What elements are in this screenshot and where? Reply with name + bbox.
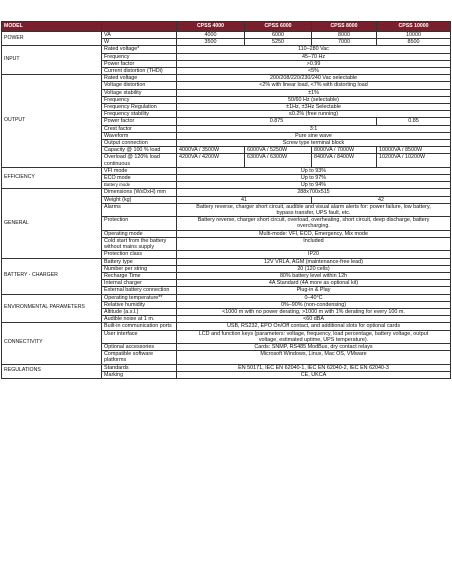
table-row	[2, 46, 451, 53]
value-cell: Up to 97%	[177, 175, 451, 182]
section-power: POWER	[2, 32, 102, 46]
value-cell: >0.99	[177, 60, 451, 67]
value-cell: 10000VA / 8500W	[377, 147, 451, 154]
value-cell: <60 dBA	[177, 316, 451, 323]
section-connectivity: CONNECTIVITY	[2, 323, 102, 364]
value-cell: 8500	[377, 39, 451, 46]
section-environmental: ENVIRONMENTAL PARAMETERS	[2, 294, 102, 323]
value-cell: <2% with linear load, <7% with distorting load	[177, 82, 451, 89]
value-cell: ±1Hz, ±3Hz Selectable	[177, 104, 451, 111]
value-cell: 8000	[312, 32, 377, 39]
value-cell: Battery reverse, charger short circuit, overload, overheating, short circuit, deep discharge, battery overcharging.	[177, 217, 451, 230]
param-label: Protection class	[102, 251, 177, 258]
header-model-4: CPSS 10000	[377, 22, 451, 32]
value-cell: 6000	[245, 32, 312, 39]
value-cell: 5250	[245, 39, 312, 46]
param-label: Number per string	[102, 265, 177, 272]
param-label: Dimensions (WxDxH) mm	[102, 189, 177, 196]
table-row	[2, 32, 451, 39]
table-row	[2, 323, 451, 330]
table-row	[2, 258, 451, 265]
value-cell: 6300VA / 6300W	[245, 154, 312, 167]
header-model: MODEL	[2, 22, 102, 32]
value-cell: 12V VRLA, AGM (maintenance-free lead)	[177, 258, 451, 265]
param-label: Frequency	[102, 96, 177, 103]
value-cell: Included	[177, 237, 451, 250]
value-cell: ≤0.2% (free running)	[177, 111, 451, 118]
value-cell: LCD and function keys (parameters: voltage, frequency, load percentage, battery voltage, output voltage, estimated uptime, UPS temperature).	[177, 330, 451, 343]
param-label: Overload @ 120% load continuous	[102, 154, 177, 167]
value-cell: Multi-mode: VFI, ECO, Emergency, Mix mode	[177, 230, 451, 237]
param-label: Standards	[102, 364, 177, 371]
specifications-table	[1, 21, 451, 379]
value-cell: 4000VA / 3500W	[177, 147, 245, 154]
value-cell: Battery reverse, charger short circuit, audible and visual alarm alerts for: power failure, low battery, bypass transfer, UPS fault, etc.	[177, 203, 451, 216]
value-cell: 0.875	[177, 118, 377, 125]
param-label: Output connection	[102, 140, 177, 147]
param-label: Rated voltage	[102, 75, 177, 82]
table-row	[2, 189, 451, 196]
value-cell: 8400VA / 8400W	[312, 154, 377, 167]
section-battery: BATTERY - CHARGER	[2, 258, 102, 294]
table-row	[2, 167, 451, 174]
value-cell: <5%	[177, 68, 451, 75]
param-label: Marking	[102, 371, 177, 378]
param-label: VFI mode	[102, 167, 177, 174]
header-model-3: CPSS 8000	[312, 22, 377, 32]
value-cell: USB, RS232, EPO On/Off contact, and additional slots for optional cards	[177, 323, 451, 330]
param-label: Optional accessories	[102, 343, 177, 350]
header-blank	[102, 22, 177, 32]
section-input: INPUT	[2, 46, 102, 75]
value-cell: 42	[312, 196, 451, 203]
param-label: Frequency stability	[102, 111, 177, 118]
param-label: Protection	[102, 217, 177, 230]
value-cell: <1000 m with no power derating, >1000 m with 1% derating for every 100 m.	[177, 308, 451, 315]
value-cell: Plug-in & Play	[177, 287, 451, 294]
value-cell: 200/208/220/230/240 Vac selectable	[177, 75, 451, 82]
param-label: Current distortion (THDi)	[102, 68, 177, 75]
param-label: Recharge Time	[102, 272, 177, 279]
value-cell: 7000	[312, 39, 377, 46]
param-label: Frequency	[102, 53, 177, 60]
value-cell: 110–280 Vac	[177, 46, 451, 53]
param-label: User interface	[102, 330, 177, 343]
value-cell: 3:1	[177, 125, 451, 132]
value-cell: 0–40°C	[177, 294, 451, 301]
value-cell: Up to 93%	[177, 167, 451, 174]
value-cell: 4A Standard (4A more as optional kit)	[177, 280, 451, 287]
param-label: Alarms	[102, 203, 177, 216]
param-label: Relative humidity	[102, 301, 177, 308]
value-cell: EN 50171, IEC EN 62040-1, IEC EN 62040-2, IEC EN 62040-3	[177, 364, 451, 371]
param-label: Crest factor	[102, 125, 177, 132]
param-label: Voltage stability	[102, 89, 177, 96]
value-cell: Pure sine wave	[177, 132, 451, 139]
value-cell: 41	[177, 196, 312, 203]
value-cell: 6000VA / 5250W	[245, 147, 312, 154]
param-label: W	[102, 39, 177, 46]
header-model-1: CPSS 4000	[177, 22, 245, 32]
section-efficiency: EFFICIENCY	[2, 167, 102, 189]
value-cell: 8000VA / 7000W	[312, 147, 377, 154]
param-label: Power factor	[102, 60, 177, 67]
value-cell: 288x700x515	[177, 189, 451, 196]
param-label: ECO mode	[102, 175, 177, 182]
section-output: OUTPUT	[2, 75, 102, 168]
param-label: Operating mode	[102, 230, 177, 237]
param-label: Weight (kg)	[102, 196, 177, 203]
param-label: Audible noise at 1 m.	[102, 316, 177, 323]
param-label: Compatible software platforms	[102, 351, 177, 364]
value-cell: ±1%	[177, 89, 451, 96]
param-label: Voltage distortion	[102, 82, 177, 89]
value-cell: CE, UKCA	[177, 371, 451, 378]
param-label: Rated voltage*	[102, 46, 177, 53]
param-label: Internal charger	[102, 280, 177, 287]
value-cell: 3500	[177, 39, 245, 46]
value-cell: IP20	[177, 251, 451, 258]
table-row	[2, 294, 451, 301]
param-label: Built-in communication ports	[102, 323, 177, 330]
value-cell: 0%–90% (non-condensing)	[177, 301, 451, 308]
header-model-2: CPSS 6000	[245, 22, 312, 32]
param-label: VA	[102, 32, 177, 39]
value-cell: 20 (120 cells)	[177, 265, 451, 272]
value-cell: Microsoft Windows, Linux, Mac OS, VMware	[177, 351, 451, 364]
param-label: Battery mode	[102, 182, 177, 189]
value-cell: 50/60 Hz (selectable)	[177, 96, 451, 103]
param-label: External battery connection	[102, 287, 177, 294]
param-label: Waveform	[102, 132, 177, 139]
table-row	[2, 75, 451, 82]
param-label: Capacity @ 100 % load	[102, 147, 177, 154]
param-label: Altitude (a.s.l.)	[102, 308, 177, 315]
param-label: Frequency Regulation	[102, 104, 177, 111]
value-cell: Up to 94%	[177, 182, 451, 189]
value-cell: Cards: SNMP, RS485 ModBus, dry contact relays	[177, 343, 451, 350]
value-cell: 80% battery level within 12h	[177, 272, 451, 279]
value-cell: 4000	[177, 32, 245, 39]
value-cell: 0.85	[377, 118, 451, 125]
section-regulations: REGULATIONS	[2, 364, 102, 378]
value-cell: 10000	[377, 32, 451, 39]
section-general: GENERAL	[2, 189, 102, 258]
value-cell: 10200VA / 10200W	[377, 154, 451, 167]
param-label: Power factor	[102, 118, 177, 125]
value-cell: 45–70 Hz	[177, 53, 451, 60]
value-cell: Screw type terminal block	[177, 140, 451, 147]
param-label: Operating temperature**	[102, 294, 177, 301]
table-header-row	[2, 22, 451, 32]
param-label: Cold start from the battery without mains supply	[102, 237, 177, 250]
table-row	[2, 364, 451, 371]
value-cell: 4200VA / 4200W	[177, 154, 245, 167]
param-label: Battery type	[102, 258, 177, 265]
